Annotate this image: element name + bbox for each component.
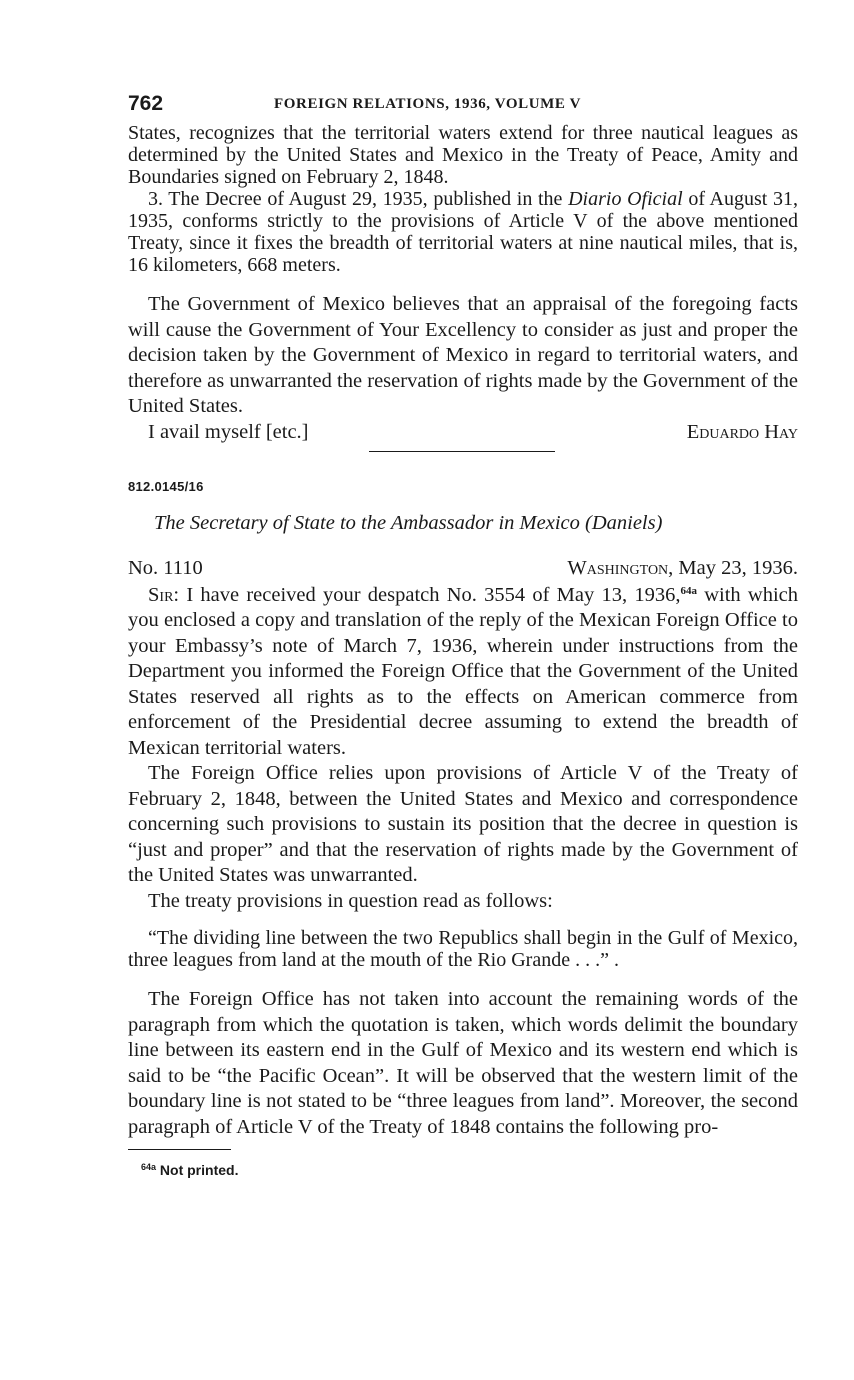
treaty-quotation: “The dividing line between the two Republics shall begin in the Gulf of Mexico, three leagues from land at the mouth of the Rio Grande . . .” .: [128, 927, 798, 971]
file-number: 812.0145/16: [128, 478, 204, 494]
note-paragraph-2-prefix: 3. The Decree of August 29, 1935, published in the: [148, 188, 569, 210]
running-head-title: FOREIGN RELATIONS, 1936, VOLUME V: [274, 96, 582, 112]
footnote-marker: 64a: [141, 1162, 157, 1172]
signature: Eduardo Hay: [686, 420, 798, 443]
footnote-divider: [128, 1149, 231, 1150]
date: , May 23, 1936.: [668, 556, 798, 579]
note-paragraph-2-suffix: of August 31, 1935, conforms strictly to the provisions of Article V of the above mentioned Treaty, since it fixes the breadth of territorial waters at nine nautical miles, that is, 16 kilometers, 668 meters.: [128, 188, 799, 276]
document-page: [128, 88, 798, 1179]
letter-paragraph-4: The Foreign Office has not taken into account the remaining words of the paragraph from which the quotation is taken, which words delimit the boundary line between its eastern end in the Gulf of Mexico and its western end which is said to be “the Pacific Ocean”. It will be observed that the western limit of the boundary line is not stated to be “three leagues from land”. Moreover, the second paragraph of Article V of the Treaty of 1848 contains the following pro-: [128, 988, 798, 1138]
document-number: No. 1110: [128, 556, 203, 579]
closing-text: I avail myself [etc.]: [148, 420, 309, 443]
dateline: [128, 556, 798, 583]
letter-paragraph-1-start: : I have received your despatch No. 3554 of May 13, 1936,: [173, 583, 681, 606]
letter-paragraph-2: The Foreign Office relies upon provisions of Article V of the Treaty of February 2, 1848, between the United States and Mexico and correspondence concerning such provisions to sustain its position that the decree in question is “just and proper” and that the reservation of rights made by the Government of the United States was unwarranted.: [128, 762, 798, 886]
footnote: [128, 1161, 798, 1179]
letter-paragraph-1-rest: with which you enclosed a copy and translation of the reply of the Mexican Foreign Office to your Embassy’s note of March 7, 1936, wherein under instructions from the Department you informed the Foreign Office that the Government of the United States reserved all rights as to the effects on American commerce from enforcement of the Presidential decree assuming to extend the breadth of Mexican territorial waters.: [128, 583, 798, 759]
note-paragraph-3: The Government of Mexico believes that an appraisal of the foregoing facts will cause the Government of Your Excellency to consider as just and proper the decision taken by the Government of Mexico in regard to territorial waters, and therefore as unwarranted the reservation of rights made by the Government of the United States.: [128, 293, 798, 417]
place: Washington: [567, 556, 669, 579]
note-paragraph-1: States, recognizes that the territorial waters extend for three nautical leagues as determined by the United States and Mexico in the Treaty of Peace, Amity and Boundaries signed on February 2, 1848.: [128, 122, 798, 188]
section-divider: [369, 451, 555, 452]
diario-oficial-title: Diario Oficial: [568, 188, 683, 210]
salutation: Sir: [148, 583, 174, 606]
footnote-reference: 64a: [680, 584, 697, 597]
running-head: [128, 88, 798, 122]
closing-line: [128, 420, 798, 445]
letter-paragraph-1: [128, 583, 798, 762]
letter-paragraph-3: The treaty provisions in question read as follows:: [148, 889, 553, 912]
page-number: 762: [128, 92, 164, 115]
footnote-text: Not printed.: [156, 1162, 239, 1178]
place-and-date: [567, 556, 798, 581]
document-heading: The Secretary of State to the Ambassador in Mexico (Daniels): [154, 511, 663, 534]
note-paragraph-2: [128, 188, 798, 276]
